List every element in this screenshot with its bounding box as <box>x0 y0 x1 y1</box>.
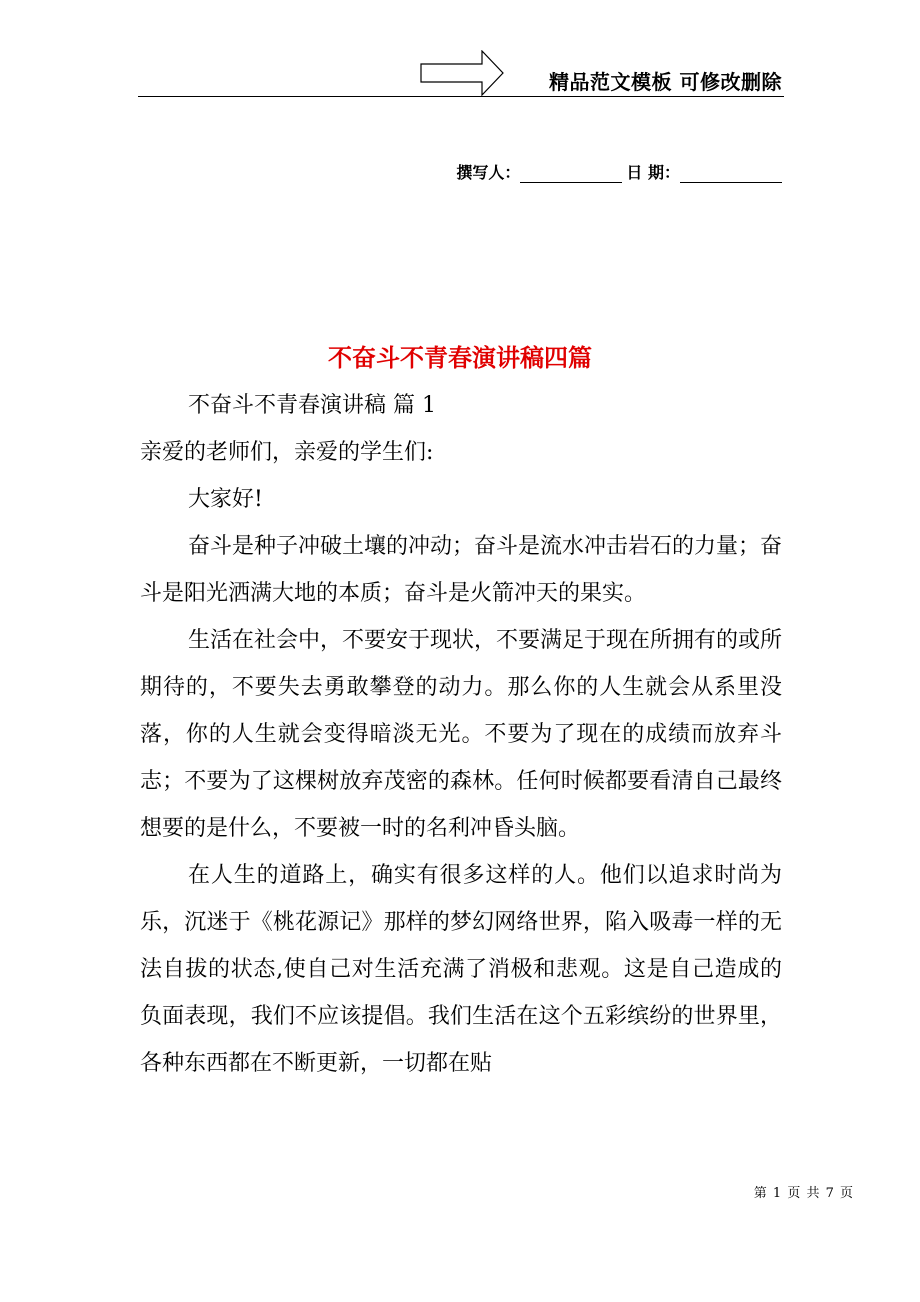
document-title: 不奋斗不青春演讲稿四篇 <box>328 343 592 372</box>
salutation: 亲爱的老师们，亲爱的学生们: <box>140 440 434 465</box>
author-label: 撰写人： <box>456 163 521 182</box>
paragraph: 在人生的道路上，确实有很多这样的人。他们以追求时尚为乐，沉迷于《桃花源记》那样的梦幻网络世界，陷入吸毒一样的无法自拔的状态,使自己对生活充满了消极和悲观。这是自己造成的负面表现，我们不应该提倡。我们生活在这个五彩缤纷的世界里，各种东西都在不断更新，一切都在贴 <box>140 863 782 1076</box>
greeting: 大家好! <box>188 487 263 512</box>
header-banner: 精品范文模板 可修改删除 <box>549 70 782 94</box>
date-label: 日 期： <box>626 163 680 182</box>
paragraph: 生活在社会中，不要安于现状，不要满足于现在所拥有的或所期待的，不要失去勇敢攀登的动力。那么你的人生就会从系里没落，你的人生就会变得暗淡无光。不要为了现在的成绩而放弃斗志；不要为了这棵树放弃茂密的森林。任何时候都要看清自己最终想要的是什么，不要被一时的名利冲昏头脑。 <box>140 628 783 841</box>
header-divider <box>138 96 784 97</box>
date-blank <box>680 164 782 183</box>
author-blank <box>520 164 622 183</box>
paragraph: 奋斗是种子冲破土壤的冲动；奋斗是流水冲击岩石的力量；奋斗是阳光洒满大地的本质；奋斗是火箭冲天的果实。 <box>140 534 783 606</box>
meta-line <box>456 160 782 183</box>
document-body <box>140 382 782 1087</box>
section-heading: 不奋斗不青春演讲稿 篇 1 <box>188 393 436 418</box>
arrow-icon <box>420 50 504 96</box>
page-number: 第 1 页 共 7 页 <box>753 1186 854 1201</box>
